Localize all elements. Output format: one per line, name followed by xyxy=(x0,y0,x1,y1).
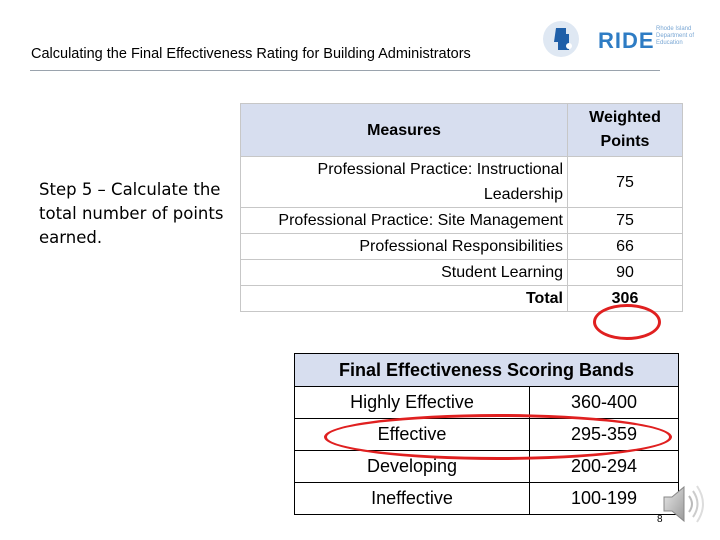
range-cell: 360-400 xyxy=(530,387,679,419)
measures-header: Measures xyxy=(241,104,568,157)
bands-header-row xyxy=(295,354,679,387)
logo-text: RIDE xyxy=(598,28,655,53)
total-points: 306 xyxy=(568,286,683,312)
table-row xyxy=(241,234,683,260)
range-cell: 295-359 xyxy=(530,419,679,451)
table-row xyxy=(241,208,683,234)
measure-cell: Student Learning xyxy=(241,260,568,286)
effective-highlight-oval xyxy=(324,414,672,460)
range-cell: 200-294 xyxy=(530,451,679,483)
table-row xyxy=(241,260,683,286)
range-cell: 100-199 xyxy=(530,483,679,515)
points-cell: 66 xyxy=(568,234,683,260)
page-number: 8 xyxy=(657,514,663,525)
slide-title: Calculating the Final Effectiveness Rating for Building Administrators xyxy=(31,46,471,62)
bands-title: Final Effectiveness Scoring Bands xyxy=(295,354,679,387)
points-cell: 75 xyxy=(568,157,683,208)
measure-cell: Professional Practice: Instructional Leadership xyxy=(241,157,568,208)
step-instruction: Step 5 – Calculate the total number of points earned. xyxy=(39,180,224,247)
measure-cell: Professional Practice: Site Management xyxy=(241,208,568,234)
header-divider-right xyxy=(560,70,660,71)
ride-logo xyxy=(542,20,695,60)
points-header: Weighted Points xyxy=(568,104,683,157)
measures-header-row xyxy=(241,104,683,157)
logo-subtext: Rhode Island Department of Education xyxy=(656,26,695,46)
total-label: Total xyxy=(241,286,568,312)
measure-cell: Professional Responsibilities xyxy=(241,234,568,260)
rating-cell: Effective xyxy=(295,419,530,451)
points-cell: 75 xyxy=(568,208,683,234)
rating-cell: Highly Effective xyxy=(295,387,530,419)
ride-logo-icon xyxy=(542,20,580,58)
table-row xyxy=(241,157,683,208)
rating-cell: Developing xyxy=(295,451,530,483)
table-row xyxy=(295,483,679,515)
rating-cell: Ineffective xyxy=(295,483,530,515)
measures-table xyxy=(240,103,683,312)
total-highlight-oval xyxy=(593,304,661,340)
header-divider xyxy=(30,70,560,71)
points-cell: 90 xyxy=(568,260,683,286)
speaker-icon[interactable] xyxy=(658,482,708,526)
